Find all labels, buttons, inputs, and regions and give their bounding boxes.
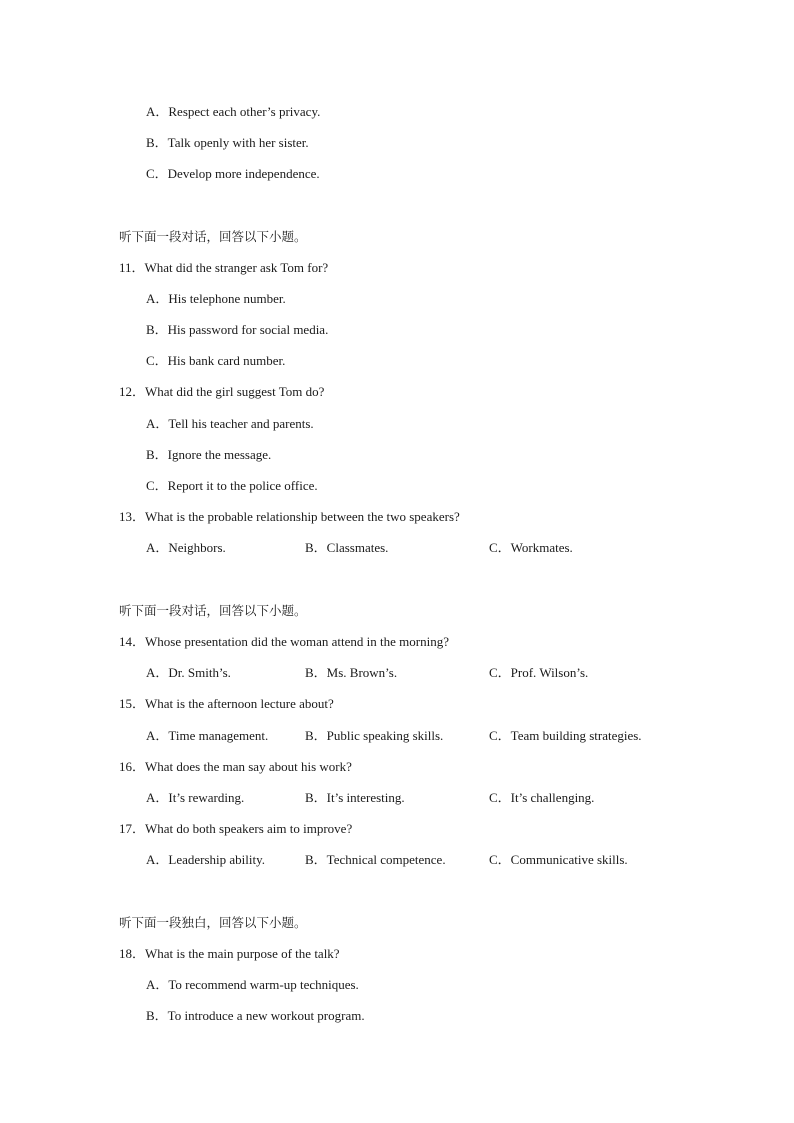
q12-option-c: C．Report it to the police office. xyxy=(146,478,318,493)
q18-option-a: A．To recommend warm-up techniques. xyxy=(146,977,359,992)
q15-option-b: B．Public speaking skills. xyxy=(305,728,444,743)
section-header: 听下面一段对话，回答以下小题。 xyxy=(119,603,307,618)
question-16: 16．What does the man say about his work? xyxy=(119,759,352,774)
question-17: 17．What do both speakers aim to improve? xyxy=(119,821,353,836)
q14-option-a: A．Dr. Smith’s. xyxy=(146,665,231,680)
question-14: 14．Whose presentation did the woman attend in the morning? xyxy=(119,634,449,649)
question-18: 18．What is the main purpose of the talk? xyxy=(119,946,340,961)
prev-option-c: C．Develop more independence. xyxy=(146,166,320,181)
q15-option-a: A．Time management. xyxy=(146,728,269,743)
question-11: 11．What did the stranger ask Tom for? xyxy=(119,260,329,275)
q13-option-b: B．Classmates. xyxy=(305,540,389,555)
section-header: 听下面一段对话，回答以下小题。 xyxy=(119,229,307,244)
q16-option-b: B．It’s interesting. xyxy=(305,790,405,805)
q12-option-b: B．Ignore the message. xyxy=(146,447,272,462)
q17-option-c: C．Communicative skills. xyxy=(489,852,628,867)
question-13: 13．What is the probable relationship between the two speakers? xyxy=(119,509,460,524)
q11-option-c: C．His bank card number. xyxy=(146,353,286,368)
q14-option-b: B．Ms. Brown’s. xyxy=(305,665,398,680)
q17-option-a: A．Leadership ability. xyxy=(146,852,266,867)
q12-option-a: A．Tell his teacher and parents. xyxy=(146,416,314,431)
prev-option-a: A．Respect each other’s privacy. xyxy=(146,104,321,119)
q14-option-c: C．Prof. Wilson’s. xyxy=(489,665,589,680)
q13-option-c: C．Workmates. xyxy=(489,540,573,555)
question-15: 15．What is the afternoon lecture about? xyxy=(119,696,334,711)
q11-option-a: A．His telephone number. xyxy=(146,291,286,306)
q11-option-b: B．His password for social media. xyxy=(146,322,329,337)
question-12: 12．What did the girl suggest Tom do? xyxy=(119,384,325,399)
q16-option-c: C．It’s challenging. xyxy=(489,790,595,805)
q18-option-b: B．To introduce a new workout program. xyxy=(146,1008,365,1023)
q16-option-a: A．It’s rewarding. xyxy=(146,790,245,805)
prev-option-b: B．Talk openly with her sister. xyxy=(146,135,309,150)
q15-option-c: C．Team building strategies. xyxy=(489,728,642,743)
q17-option-b: B．Technical competence. xyxy=(305,852,446,867)
section-header: 听下面一段独白，回答以下小题。 xyxy=(119,915,307,930)
q13-option-a: A．Neighbors. xyxy=(146,540,226,555)
